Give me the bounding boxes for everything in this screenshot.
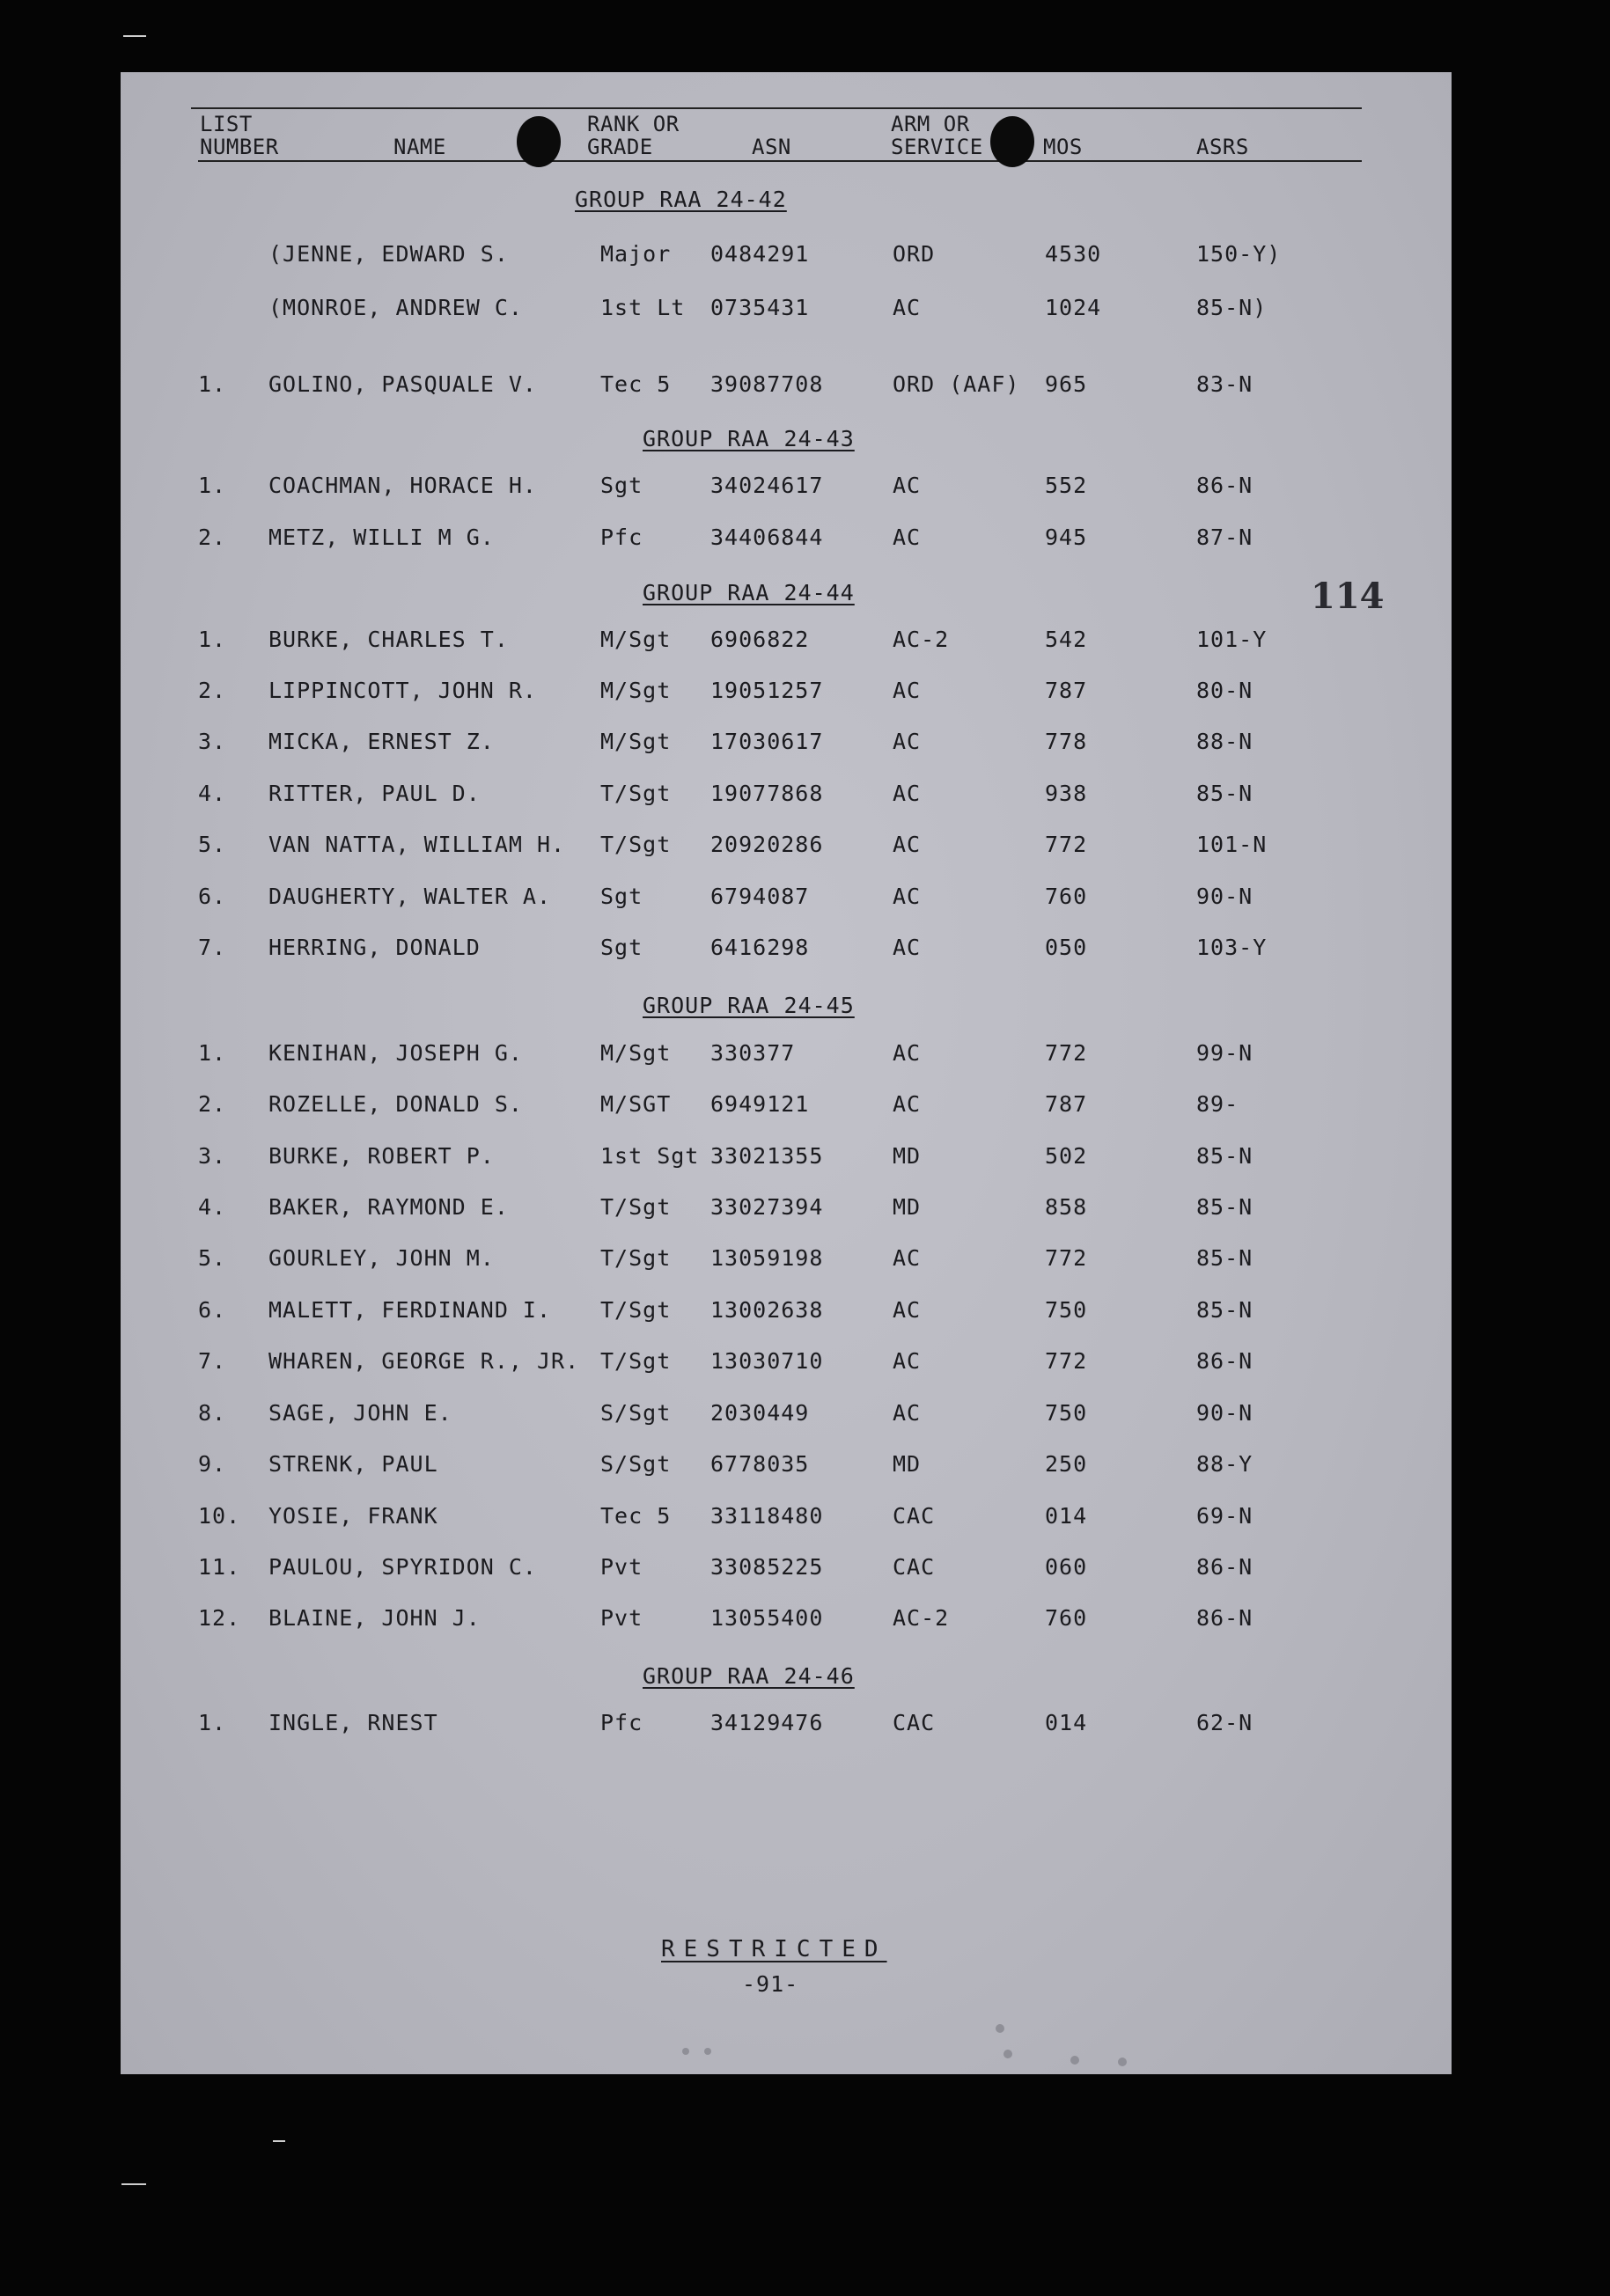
cell-arm: AC [893,295,922,320]
cell-name: INGLE, RNEST [268,1710,438,1735]
cell-mos: 772 [1045,1245,1088,1271]
table-row [121,627,1441,655]
table-row [121,1710,1441,1738]
cell-mos: 778 [1045,729,1088,754]
cell-num: 4. [198,781,227,806]
cell-mos: 787 [1045,678,1088,703]
cell-mos: 760 [1045,1605,1088,1631]
cell-rank: T/Sgt [600,1348,672,1374]
cell-name: YOSIE, FRANK [268,1503,438,1529]
cell-rank: Sgt [600,473,643,498]
group-title: GROUP RAA 24-43 [643,426,855,451]
cell-asn: 6416298 [710,935,810,960]
cell-asn: 6794087 [710,884,810,909]
cell-rank: T/Sgt [600,1194,672,1220]
cell-asn: 34024617 [710,473,824,498]
cell-asrs: 86-N [1196,473,1253,498]
cell-mos: 772 [1045,1348,1088,1374]
cell-num: 8. [198,1400,227,1426]
cell-num: 2. [198,678,227,703]
cell-asn: 0735431 [710,295,810,320]
group-title: GROUP RAA 24-42 [575,187,787,212]
cell-num: 3. [198,729,227,754]
cell-num: 1. [198,371,227,397]
margin-page-number: 114 [1311,576,1385,617]
cell-asrs: 85-N [1196,1245,1253,1271]
cell-name: KENIHAN, JOSEPH G. [268,1040,523,1066]
cell-rank: T/Sgt [600,832,672,857]
table-row [121,781,1441,809]
cell-name: STRENK, PAUL [268,1451,438,1477]
cell-num: 11. [198,1554,241,1580]
cell-asn: 19077868 [710,781,824,806]
cell-num: 2. [198,1091,227,1117]
cell-name: BAKER, RAYMOND E. [268,1194,509,1220]
cell-asn: 13059198 [710,1245,824,1271]
scan-speck [682,2048,689,2055]
cell-asn: 330377 [710,1040,796,1066]
cell-rank: 1st Sgt [600,1143,700,1169]
cell-asn: 34406844 [710,524,824,550]
cell-asrs: 85-N [1196,781,1253,806]
cell-num: 10. [198,1503,241,1529]
table-row [121,1400,1441,1428]
cell-name: COACHMAN, HORACE H. [268,473,537,498]
table-row [121,1605,1441,1633]
cell-arm: CAC [893,1503,936,1529]
cell-arm: ORD [893,241,936,267]
cell-rank: Tec 5 [600,371,672,397]
cell-asn: 34129476 [710,1710,824,1735]
table-row [121,295,1441,323]
scan-speck [996,2024,1004,2033]
cell-num: 12. [198,1605,241,1631]
cell-arm: AC [893,832,922,857]
cell-name: RITTER, PAUL D. [268,781,481,806]
cell-mos: 014 [1045,1503,1088,1529]
cell-asrs: 88-Y [1196,1451,1253,1477]
cell-asrs: 69-N [1196,1503,1253,1529]
cell-mos: 4530 [1045,241,1102,267]
header-bottom-rule [198,160,1362,162]
header-arm-label: ARM OR SERVICE [891,112,983,159]
cell-asrs: 85-N [1196,1143,1253,1169]
border-mark [273,2140,285,2142]
cell-name: PAULOU, SPYRIDON C. [268,1554,537,1580]
cell-asn: 33021355 [710,1143,824,1169]
cell-asrs: 80-N [1196,678,1253,703]
cell-arm: AC [893,524,922,550]
cell-rank: Sgt [600,935,643,960]
table-row [121,832,1441,860]
cell-asn: 0484291 [710,241,810,267]
cell-name: METZ, WILLI M G. [268,524,495,550]
punch-hole-left [517,116,561,167]
cell-arm: AC [893,1091,922,1117]
table-row [121,473,1441,501]
cell-num: 1. [198,627,227,652]
group-title: GROUP RAA 24-46 [643,1663,855,1689]
table-row [121,935,1441,963]
cell-rank: M/SGT [600,1091,672,1117]
cell-rank: Pvt [600,1605,643,1631]
group-title: GROUP RAA 24-45 [643,993,855,1018]
cell-name: ROZELLE, DONALD S. [268,1091,523,1117]
cell-asn: 2030449 [710,1400,810,1426]
table-row [121,729,1441,757]
cell-mos: 938 [1045,781,1088,806]
cell-asn: 6906822 [710,627,810,652]
cell-name: WHAREN, GEORGE R., JR. [268,1348,580,1374]
cell-num: 5. [198,1245,227,1271]
cell-rank: 1st Lt [600,295,686,320]
cell-name: (MONROE, ANDREW C. [268,295,523,320]
cell-num: 4. [198,1194,227,1220]
cell-rank: Major [600,241,672,267]
cell-mos: 502 [1045,1143,1088,1169]
page-number: -91- [742,1971,799,1997]
cell-rank: M/Sgt [600,627,672,652]
cell-asn: 17030617 [710,729,824,754]
cell-name: BURKE, ROBERT P. [268,1143,495,1169]
cell-arm: MD [893,1194,922,1220]
cell-name: BLAINE, JOHN J. [268,1605,481,1631]
table-row [121,678,1441,706]
cell-asrs: 85-N [1196,1297,1253,1323]
cell-asn: 6778035 [710,1451,810,1477]
cell-arm: AC [893,884,922,909]
cell-arm: MD [893,1451,922,1477]
cell-num: 6. [198,1297,227,1323]
cell-rank: T/Sgt [600,781,672,806]
cell-rank: M/Sgt [600,1040,672,1066]
cell-num: 7. [198,935,227,960]
scan-speck [1118,2058,1127,2066]
cell-name: MALETT, FERDINAND I. [268,1297,552,1323]
cell-asrs: 83-N [1196,371,1253,397]
cell-mos: 250 [1045,1451,1088,1477]
table-row [121,241,1441,269]
table-row [121,1040,1441,1068]
cell-mos: 750 [1045,1297,1088,1323]
table-row [121,1297,1441,1325]
cell-arm: AC [893,1040,922,1066]
cell-asrs: 87-N [1196,524,1253,550]
cell-mos: 965 [1045,371,1088,397]
cell-arm: AC [893,678,922,703]
cell-name: GOLINO, PASQUALE V. [268,371,537,397]
cell-name: LIPPINCOTT, JOHN R. [268,678,537,703]
cell-name: GOURLEY, JOHN M. [268,1245,495,1271]
cell-asrs: 86-N [1196,1605,1253,1631]
cell-num: 6. [198,884,227,909]
cell-mos: 772 [1045,1040,1088,1066]
cell-mos: 050 [1045,935,1088,960]
header-asrs-label: ASRS [1196,135,1249,159]
cell-asrs: 90-N [1196,884,1253,909]
cell-asn: 33085225 [710,1554,824,1580]
cell-rank: Pfc [600,524,643,550]
table-row [121,371,1441,400]
cell-asn: 39087708 [710,371,824,397]
cell-asrs: 90-N [1196,1400,1253,1426]
cell-name: DAUGHERTY, WALTER A. [268,884,552,909]
cell-arm: AC [893,473,922,498]
cell-asn: 33118480 [710,1503,824,1529]
cell-mos: 1024 [1045,295,1102,320]
cell-asn: 19051257 [710,678,824,703]
cell-rank: Pvt [600,1554,643,1580]
cell-num: 2. [198,524,227,550]
cell-num: 5. [198,832,227,857]
table-row [121,1245,1441,1273]
cell-arm: AC [893,1245,922,1271]
punch-hole-right [990,116,1034,167]
cell-asn: 13002638 [710,1297,824,1323]
scan-speck [1070,2056,1079,2065]
cell-rank: M/Sgt [600,729,672,754]
table-row [121,1194,1441,1222]
cell-mos: 858 [1045,1194,1088,1220]
cell-asrs: 89- [1196,1091,1239,1117]
table-row [121,1554,1441,1582]
header-asn-label: ASN [752,135,791,159]
cell-rank: M/Sgt [600,678,672,703]
cell-asrs: 86-N [1196,1554,1253,1580]
cell-asrs: 86-N [1196,1348,1253,1374]
cell-rank: Tec 5 [600,1503,672,1529]
group-title: GROUP RAA 24-44 [643,580,855,605]
cell-num: 9. [198,1451,227,1477]
table-row [121,524,1441,553]
cell-name: BURKE, CHARLES T. [268,627,509,652]
cell-num: 7. [198,1348,227,1374]
cell-name: SAGE, JOHN E. [268,1400,452,1426]
cell-mos: 552 [1045,473,1088,498]
cell-asrs: 85-N [1196,1194,1253,1220]
header-list-number-label: LIST NUMBER [200,112,279,159]
table-row [121,884,1441,912]
cell-asrs: 88-N [1196,729,1253,754]
table-row [121,1348,1441,1376]
cell-arm: AC [893,935,922,960]
header-rank-label: RANK OR GRADE [587,112,680,159]
cell-rank: T/Sgt [600,1297,672,1323]
cell-asrs: 101-Y [1196,627,1268,652]
cell-num: 3. [198,1143,227,1169]
cell-mos: 542 [1045,627,1088,652]
cell-name: MICKA, ERNEST Z. [268,729,495,754]
scan-speck [1003,2050,1012,2058]
document-page [121,72,1452,2074]
table-row [121,1091,1441,1119]
cell-num: 1. [198,473,227,498]
cell-arm: ORD (AAF) [893,371,1020,397]
cell-arm: AC [893,1348,922,1374]
border-mark [123,35,146,37]
cell-asrs: 99-N [1196,1040,1253,1066]
cell-arm: AC [893,1400,922,1426]
header-name-label: NAME [393,135,446,159]
cell-rank: T/Sgt [600,1245,672,1271]
scan-speck [704,2048,711,2055]
cell-num: 1. [198,1710,227,1735]
table-row [121,1503,1441,1531]
cell-asrs: 150-Y) [1196,241,1282,267]
cell-rank: S/Sgt [600,1400,672,1426]
cell-arm: AC [893,729,922,754]
header-mos-label: MOS [1043,135,1083,159]
cell-mos: 787 [1045,1091,1088,1117]
cell-arm: AC-2 [893,1605,950,1631]
cell-name: HERRING, DONALD [268,935,481,960]
cell-arm: AC [893,781,922,806]
cell-arm: CAC [893,1554,936,1580]
cell-name: (JENNE, EDWARD S. [268,241,509,267]
cell-asn: 13030710 [710,1348,824,1374]
table-row [121,1143,1441,1171]
cell-asn: 33027394 [710,1194,824,1220]
cell-asrs: 85-N) [1196,295,1268,320]
cell-mos: 760 [1045,884,1088,909]
cell-arm: CAC [893,1710,936,1735]
cell-rank: Pfc [600,1710,643,1735]
cell-mos: 014 [1045,1710,1088,1735]
cell-arm: AC [893,1297,922,1323]
cell-asrs: 101-N [1196,832,1268,857]
restricted-marking: RESTRICTED [661,1936,887,1962]
cell-asn: 20920286 [710,832,824,857]
cell-mos: 750 [1045,1400,1088,1426]
cell-rank: S/Sgt [600,1451,672,1477]
cell-mos: 945 [1045,524,1088,550]
cell-asrs: 62-N [1196,1710,1253,1735]
border-mark [121,2183,146,2185]
cell-mos: 772 [1045,832,1088,857]
cell-asrs: 103-Y [1196,935,1268,960]
cell-arm: AC-2 [893,627,950,652]
cell-num: 1. [198,1040,227,1066]
cell-name: VAN NATTA, WILLIAM H. [268,832,566,857]
cell-mos: 060 [1045,1554,1088,1580]
cell-asn: 13055400 [710,1605,824,1631]
cell-arm: MD [893,1143,922,1169]
cell-rank: Sgt [600,884,643,909]
header-top-rule [191,107,1362,109]
cell-asn: 6949121 [710,1091,810,1117]
table-row [121,1451,1441,1479]
